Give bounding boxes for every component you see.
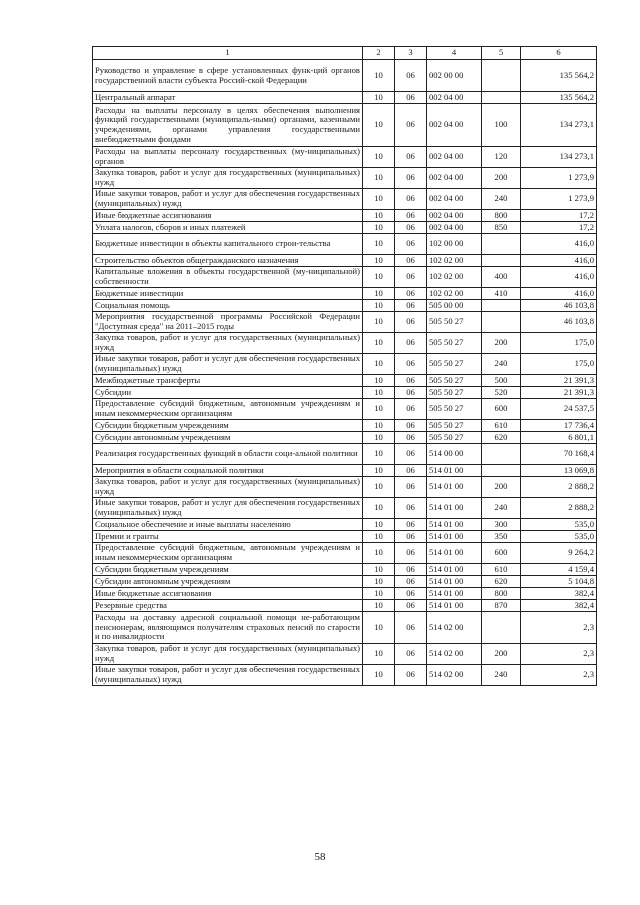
cell-sum: 17,2 bbox=[521, 210, 597, 222]
cell-sum: 13 069,8 bbox=[521, 465, 597, 477]
cell-rz: 10 bbox=[363, 477, 395, 498]
table-row bbox=[93, 255, 597, 267]
cell-vr bbox=[482, 312, 521, 333]
cell-vr: 240 bbox=[482, 354, 521, 375]
cell-vr: 610 bbox=[482, 420, 521, 432]
cell-vr: 400 bbox=[482, 267, 521, 288]
cell-sum: 1 273,9 bbox=[521, 189, 597, 210]
cell-sum: 135 564,2 bbox=[521, 92, 597, 104]
header-cell-csr: 4 bbox=[427, 47, 482, 60]
cell-pr: 06 bbox=[395, 564, 427, 576]
table-row bbox=[93, 312, 597, 333]
cell-csr: 102 00 00 bbox=[427, 234, 482, 255]
table-row bbox=[93, 288, 597, 300]
cell-rz: 10 bbox=[363, 300, 395, 312]
cell-rz: 10 bbox=[363, 375, 395, 387]
cell-rz: 10 bbox=[363, 420, 395, 432]
cell-pr: 06 bbox=[395, 543, 427, 564]
cell-name: Мероприятия в области социальной политики bbox=[93, 465, 363, 477]
cell-sum: 2 888,2 bbox=[521, 477, 597, 498]
table-row bbox=[93, 498, 597, 519]
cell-pr: 06 bbox=[395, 333, 427, 354]
cell-pr: 06 bbox=[395, 375, 427, 387]
cell-pr: 06 bbox=[395, 399, 427, 420]
cell-vr bbox=[482, 612, 521, 644]
cell-name: Иные закупки товаров, работ и услуг для обеспечения государственных (муниципальных) нужд bbox=[93, 189, 363, 210]
cell-csr: 514 02 00 bbox=[427, 612, 482, 644]
cell-rz: 10 bbox=[363, 612, 395, 644]
table-row bbox=[93, 576, 597, 588]
cell-vr: 800 bbox=[482, 210, 521, 222]
cell-sum: 2,3 bbox=[521, 644, 597, 665]
cell-vr: 850 bbox=[482, 222, 521, 234]
cell-rz: 10 bbox=[363, 543, 395, 564]
table-row bbox=[93, 432, 597, 444]
cell-vr: 200 bbox=[482, 333, 521, 354]
cell-name: Резервные средства bbox=[93, 600, 363, 612]
cell-name: Мероприятия государственной программы Российской Федерации "Доступная среда" на 2011–2015 годы bbox=[93, 312, 363, 333]
cell-vr: 200 bbox=[482, 477, 521, 498]
cell-rz: 10 bbox=[363, 498, 395, 519]
cell-vr: 200 bbox=[482, 644, 521, 665]
header-cell-sum: 6 bbox=[521, 47, 597, 60]
cell-rz: 10 bbox=[363, 576, 395, 588]
cell-rz: 10 bbox=[363, 92, 395, 104]
table-row bbox=[93, 104, 597, 147]
cell-csr: 002 04 00 bbox=[427, 222, 482, 234]
cell-csr: 514 02 00 bbox=[427, 665, 482, 686]
cell-rz: 10 bbox=[363, 104, 395, 147]
cell-rz: 10 bbox=[363, 600, 395, 612]
cell-sum: 21 391,3 bbox=[521, 375, 597, 387]
cell-csr: 002 04 00 bbox=[427, 189, 482, 210]
table-row bbox=[93, 612, 597, 644]
cell-vr: 870 bbox=[482, 600, 521, 612]
cell-pr: 06 bbox=[395, 168, 427, 189]
cell-rz: 10 bbox=[363, 465, 395, 477]
cell-rz: 10 bbox=[363, 519, 395, 531]
table-row bbox=[93, 644, 597, 665]
cell-pr: 06 bbox=[395, 300, 427, 312]
cell-rz: 10 bbox=[363, 234, 395, 255]
cell-rz: 10 bbox=[363, 531, 395, 543]
cell-csr: 505 50 27 bbox=[427, 399, 482, 420]
table-row bbox=[93, 92, 597, 104]
budget-table bbox=[92, 46, 597, 686]
cell-rz: 10 bbox=[363, 387, 395, 399]
cell-pr: 06 bbox=[395, 432, 427, 444]
cell-csr: 102 02 00 bbox=[427, 267, 482, 288]
cell-csr: 514 01 00 bbox=[427, 543, 482, 564]
cell-vr: 620 bbox=[482, 432, 521, 444]
cell-csr: 505 00 00 bbox=[427, 300, 482, 312]
cell-name: Иные бюджетные ассигнования bbox=[93, 210, 363, 222]
cell-sum: 9 264,2 bbox=[521, 543, 597, 564]
cell-vr: 120 bbox=[482, 147, 521, 168]
table-row bbox=[93, 444, 597, 465]
cell-sum: 2,3 bbox=[521, 665, 597, 686]
cell-sum: 135 564,2 bbox=[521, 60, 597, 92]
cell-vr: 600 bbox=[482, 543, 521, 564]
cell-csr: 505 50 27 bbox=[427, 354, 482, 375]
table-row bbox=[93, 564, 597, 576]
cell-sum: 2,3 bbox=[521, 612, 597, 644]
table-row bbox=[93, 375, 597, 387]
cell-rz: 10 bbox=[363, 312, 395, 333]
cell-csr: 514 01 00 bbox=[427, 576, 482, 588]
cell-name: Субсидии бюджетным учреждениям bbox=[93, 420, 363, 432]
cell-name: Бюджетные инвестиции bbox=[93, 288, 363, 300]
cell-vr: 300 bbox=[482, 519, 521, 531]
cell-sum: 134 273,1 bbox=[521, 147, 597, 168]
table-row bbox=[93, 665, 597, 686]
cell-sum: 5 104,8 bbox=[521, 576, 597, 588]
cell-sum: 175,0 bbox=[521, 333, 597, 354]
cell-vr: 520 bbox=[482, 387, 521, 399]
cell-csr: 514 00 00 bbox=[427, 444, 482, 465]
cell-sum: 416,0 bbox=[521, 234, 597, 255]
cell-pr: 06 bbox=[395, 354, 427, 375]
cell-pr: 06 bbox=[395, 498, 427, 519]
cell-name: Строительство объектов общегражданского назначения bbox=[93, 255, 363, 267]
cell-name: Субсидии автономным учреждениям bbox=[93, 432, 363, 444]
cell-sum: 17 736,4 bbox=[521, 420, 597, 432]
cell-vr: 200 bbox=[482, 168, 521, 189]
table-row bbox=[93, 234, 597, 255]
cell-rz: 10 bbox=[363, 644, 395, 665]
cell-sum: 382,4 bbox=[521, 600, 597, 612]
cell-sum: 17,2 bbox=[521, 222, 597, 234]
cell-name: Иные закупки товаров, работ и услуг для обеспечения государственных (муниципальных) нужд bbox=[93, 498, 363, 519]
cell-rz: 10 bbox=[363, 444, 395, 465]
table-row bbox=[93, 399, 597, 420]
cell-sum: 535,0 bbox=[521, 519, 597, 531]
table-row bbox=[93, 189, 597, 210]
cell-sum: 382,4 bbox=[521, 588, 597, 600]
cell-vr: 600 bbox=[482, 399, 521, 420]
table-row bbox=[93, 519, 597, 531]
cell-rz: 10 bbox=[363, 333, 395, 354]
table-row bbox=[93, 588, 597, 600]
cell-vr bbox=[482, 444, 521, 465]
cell-rz: 10 bbox=[363, 354, 395, 375]
header-cell-pr: 3 bbox=[395, 47, 427, 60]
cell-sum: 416,0 bbox=[521, 255, 597, 267]
cell-name: Закупка товаров, работ и услуг для государственных (муниципальных) нужд bbox=[93, 477, 363, 498]
cell-sum: 21 391,3 bbox=[521, 387, 597, 399]
cell-vr bbox=[482, 255, 521, 267]
cell-sum: 2 888,2 bbox=[521, 498, 597, 519]
cell-rz: 10 bbox=[363, 210, 395, 222]
cell-pr: 06 bbox=[395, 312, 427, 333]
cell-csr: 002 04 00 bbox=[427, 168, 482, 189]
cell-name: Социальное обеспечение и иные выплаты населению bbox=[93, 519, 363, 531]
table-row bbox=[93, 600, 597, 612]
cell-pr: 06 bbox=[395, 644, 427, 665]
cell-sum: 134 273,1 bbox=[521, 104, 597, 147]
cell-rz: 10 bbox=[363, 255, 395, 267]
cell-pr: 06 bbox=[395, 420, 427, 432]
cell-rz: 10 bbox=[363, 288, 395, 300]
cell-name: Социальная помощь bbox=[93, 300, 363, 312]
cell-csr: 514 01 00 bbox=[427, 465, 482, 477]
table-header-row bbox=[93, 47, 597, 60]
cell-csr: 514 01 00 bbox=[427, 498, 482, 519]
cell-sum: 6 801,1 bbox=[521, 432, 597, 444]
table-row bbox=[93, 543, 597, 564]
cell-csr: 002 04 00 bbox=[427, 92, 482, 104]
cell-name: Закупка товаров, работ и услуг для государственных (муниципальных) нужд bbox=[93, 644, 363, 665]
table-row bbox=[93, 168, 597, 189]
cell-pr: 06 bbox=[395, 267, 427, 288]
cell-pr: 06 bbox=[395, 665, 427, 686]
cell-vr: 350 bbox=[482, 531, 521, 543]
cell-csr: 514 02 00 bbox=[427, 644, 482, 665]
cell-name: Межбюджетные трансферты bbox=[93, 375, 363, 387]
cell-pr: 06 bbox=[395, 189, 427, 210]
cell-sum: 46 103,8 bbox=[521, 300, 597, 312]
cell-sum: 46 103,8 bbox=[521, 312, 597, 333]
cell-name: Расходы на доставку адресной социальной помощи не-работающим пенсионерам, являющимся получателям страховых пенсий по старости и по инвалидности bbox=[93, 612, 363, 644]
page-number: 58 bbox=[314, 851, 326, 863]
cell-vr: 100 bbox=[482, 104, 521, 147]
cell-vr: 620 bbox=[482, 576, 521, 588]
cell-pr: 06 bbox=[395, 465, 427, 477]
cell-pr: 06 bbox=[395, 147, 427, 168]
cell-pr: 06 bbox=[395, 387, 427, 399]
cell-name: Центральный аппарат bbox=[93, 92, 363, 104]
cell-csr: 514 01 00 bbox=[427, 588, 482, 600]
cell-csr: 002 00 00 bbox=[427, 60, 482, 92]
table-row bbox=[93, 300, 597, 312]
table-row bbox=[93, 354, 597, 375]
cell-csr: 505 50 27 bbox=[427, 420, 482, 432]
header-cell-rz: 2 bbox=[363, 47, 395, 60]
cell-pr: 06 bbox=[395, 60, 427, 92]
cell-csr: 505 50 27 bbox=[427, 375, 482, 387]
cell-rz: 10 bbox=[363, 267, 395, 288]
table-row bbox=[93, 477, 597, 498]
cell-pr: 06 bbox=[395, 255, 427, 267]
cell-csr: 505 50 27 bbox=[427, 312, 482, 333]
cell-rz: 10 bbox=[363, 399, 395, 420]
table-row bbox=[93, 147, 597, 168]
cell-csr: 505 50 27 bbox=[427, 432, 482, 444]
cell-name: Иные закупки товаров, работ и услуг для обеспечения государственных (муниципальных) нужд bbox=[93, 665, 363, 686]
cell-rz: 10 bbox=[363, 665, 395, 686]
cell-pr: 06 bbox=[395, 600, 427, 612]
cell-name: Субсидии bbox=[93, 387, 363, 399]
cell-name: Капитальные вложения в объекты государственной (му-ниципальной) собственности bbox=[93, 267, 363, 288]
cell-pr: 06 bbox=[395, 588, 427, 600]
cell-vr bbox=[482, 465, 521, 477]
cell-csr: 102 02 00 bbox=[427, 288, 482, 300]
cell-name: Реализация государственных функций в области соци-альной политики bbox=[93, 444, 363, 465]
cell-vr: 610 bbox=[482, 564, 521, 576]
cell-csr: 514 01 00 bbox=[427, 477, 482, 498]
cell-vr: 240 bbox=[482, 665, 521, 686]
table-row bbox=[93, 333, 597, 354]
cell-sum: 416,0 bbox=[521, 288, 597, 300]
cell-pr: 06 bbox=[395, 576, 427, 588]
cell-rz: 10 bbox=[363, 189, 395, 210]
cell-rz: 10 bbox=[363, 147, 395, 168]
cell-csr: 505 50 27 bbox=[427, 333, 482, 354]
header-cell-vr: 5 bbox=[482, 47, 521, 60]
cell-vr bbox=[482, 60, 521, 92]
cell-vr bbox=[482, 92, 521, 104]
table-row bbox=[93, 267, 597, 288]
table-row bbox=[93, 210, 597, 222]
table-row bbox=[93, 222, 597, 234]
cell-pr: 06 bbox=[395, 210, 427, 222]
cell-vr: 800 bbox=[482, 588, 521, 600]
cell-sum: 416,0 bbox=[521, 267, 597, 288]
cell-vr bbox=[482, 234, 521, 255]
cell-pr: 06 bbox=[395, 288, 427, 300]
cell-rz: 10 bbox=[363, 564, 395, 576]
cell-csr: 514 01 00 bbox=[427, 600, 482, 612]
cell-sum: 175,0 bbox=[521, 354, 597, 375]
cell-rz: 10 bbox=[363, 588, 395, 600]
cell-rz: 10 bbox=[363, 222, 395, 234]
cell-name: Предоставление субсидий бюджетным, автономным учреждениям и иным некоммерческим организациям bbox=[93, 399, 363, 420]
cell-pr: 06 bbox=[395, 477, 427, 498]
cell-csr: 002 04 00 bbox=[427, 104, 482, 147]
cell-pr: 06 bbox=[395, 519, 427, 531]
cell-pr: 06 bbox=[395, 234, 427, 255]
cell-name: Закупка товаров, работ и услуг для государственных (муниципальных) нужд bbox=[93, 168, 363, 189]
table-row bbox=[93, 531, 597, 543]
cell-pr: 06 bbox=[395, 104, 427, 147]
cell-csr: 514 01 00 bbox=[427, 564, 482, 576]
cell-csr: 102 02 00 bbox=[427, 255, 482, 267]
cell-pr: 06 bbox=[395, 444, 427, 465]
table-row bbox=[93, 387, 597, 399]
cell-name: Премии и гранты bbox=[93, 531, 363, 543]
cell-sum: 4 159,4 bbox=[521, 564, 597, 576]
cell-name: Иные закупки товаров, работ и услуг для обеспечения государственных (муниципальных) нужд bbox=[93, 354, 363, 375]
cell-pr: 06 bbox=[395, 222, 427, 234]
cell-vr: 240 bbox=[482, 189, 521, 210]
cell-sum: 70 168,4 bbox=[521, 444, 597, 465]
cell-vr: 410 bbox=[482, 288, 521, 300]
cell-name: Субсидии автономным учреждениям bbox=[93, 576, 363, 588]
cell-name: Закупка товаров, работ и услуг для государственных (муниципальных) нужд bbox=[93, 333, 363, 354]
cell-pr: 06 bbox=[395, 531, 427, 543]
table-body bbox=[93, 60, 597, 686]
cell-name: Уплата налогов, сборов и иных платежей bbox=[93, 222, 363, 234]
cell-name: Предоставление субсидий бюджетным, автономным учреждениям и иным некоммерческим организациям bbox=[93, 543, 363, 564]
cell-sum: 535,0 bbox=[521, 531, 597, 543]
cell-name: Расходы на выплаты персоналу в целях обеспечения выполнения функций государственными (муниципаль-ными) органами, казенными учреждениями, органами управления государственными внебюджетными фондами bbox=[93, 104, 363, 147]
cell-sum: 24 537,5 bbox=[521, 399, 597, 420]
cell-vr: 500 bbox=[482, 375, 521, 387]
table-row bbox=[93, 60, 597, 92]
cell-csr: 002 04 00 bbox=[427, 147, 482, 168]
cell-pr: 06 bbox=[395, 92, 427, 104]
cell-rz: 10 bbox=[363, 168, 395, 189]
cell-sum: 1 273,9 bbox=[521, 168, 597, 189]
cell-csr: 514 01 00 bbox=[427, 519, 482, 531]
cell-name: Субсидии бюджетным учреждениям bbox=[93, 564, 363, 576]
cell-csr: 505 50 27 bbox=[427, 387, 482, 399]
cell-pr: 06 bbox=[395, 612, 427, 644]
table-row bbox=[93, 420, 597, 432]
cell-name: Иные бюджетные ассигнования bbox=[93, 588, 363, 600]
cell-vr bbox=[482, 300, 521, 312]
table-row bbox=[93, 465, 597, 477]
cell-rz: 10 bbox=[363, 432, 395, 444]
cell-rz: 10 bbox=[363, 60, 395, 92]
cell-name: Расходы на выплаты персоналу государственных (му-ниципальных) органов bbox=[93, 147, 363, 168]
cell-csr: 514 01 00 bbox=[427, 531, 482, 543]
cell-name: Бюджетные инвестиции в объекты капитального строи-тельства bbox=[93, 234, 363, 255]
cell-csr: 002 04 00 bbox=[427, 210, 482, 222]
header-cell-name: 1 bbox=[93, 47, 363, 60]
cell-vr: 240 bbox=[482, 498, 521, 519]
cell-name: Руководство и управление в сфере установленных функ-ций органов государственной власти субъекта Россий-ской Федерации bbox=[93, 60, 363, 92]
